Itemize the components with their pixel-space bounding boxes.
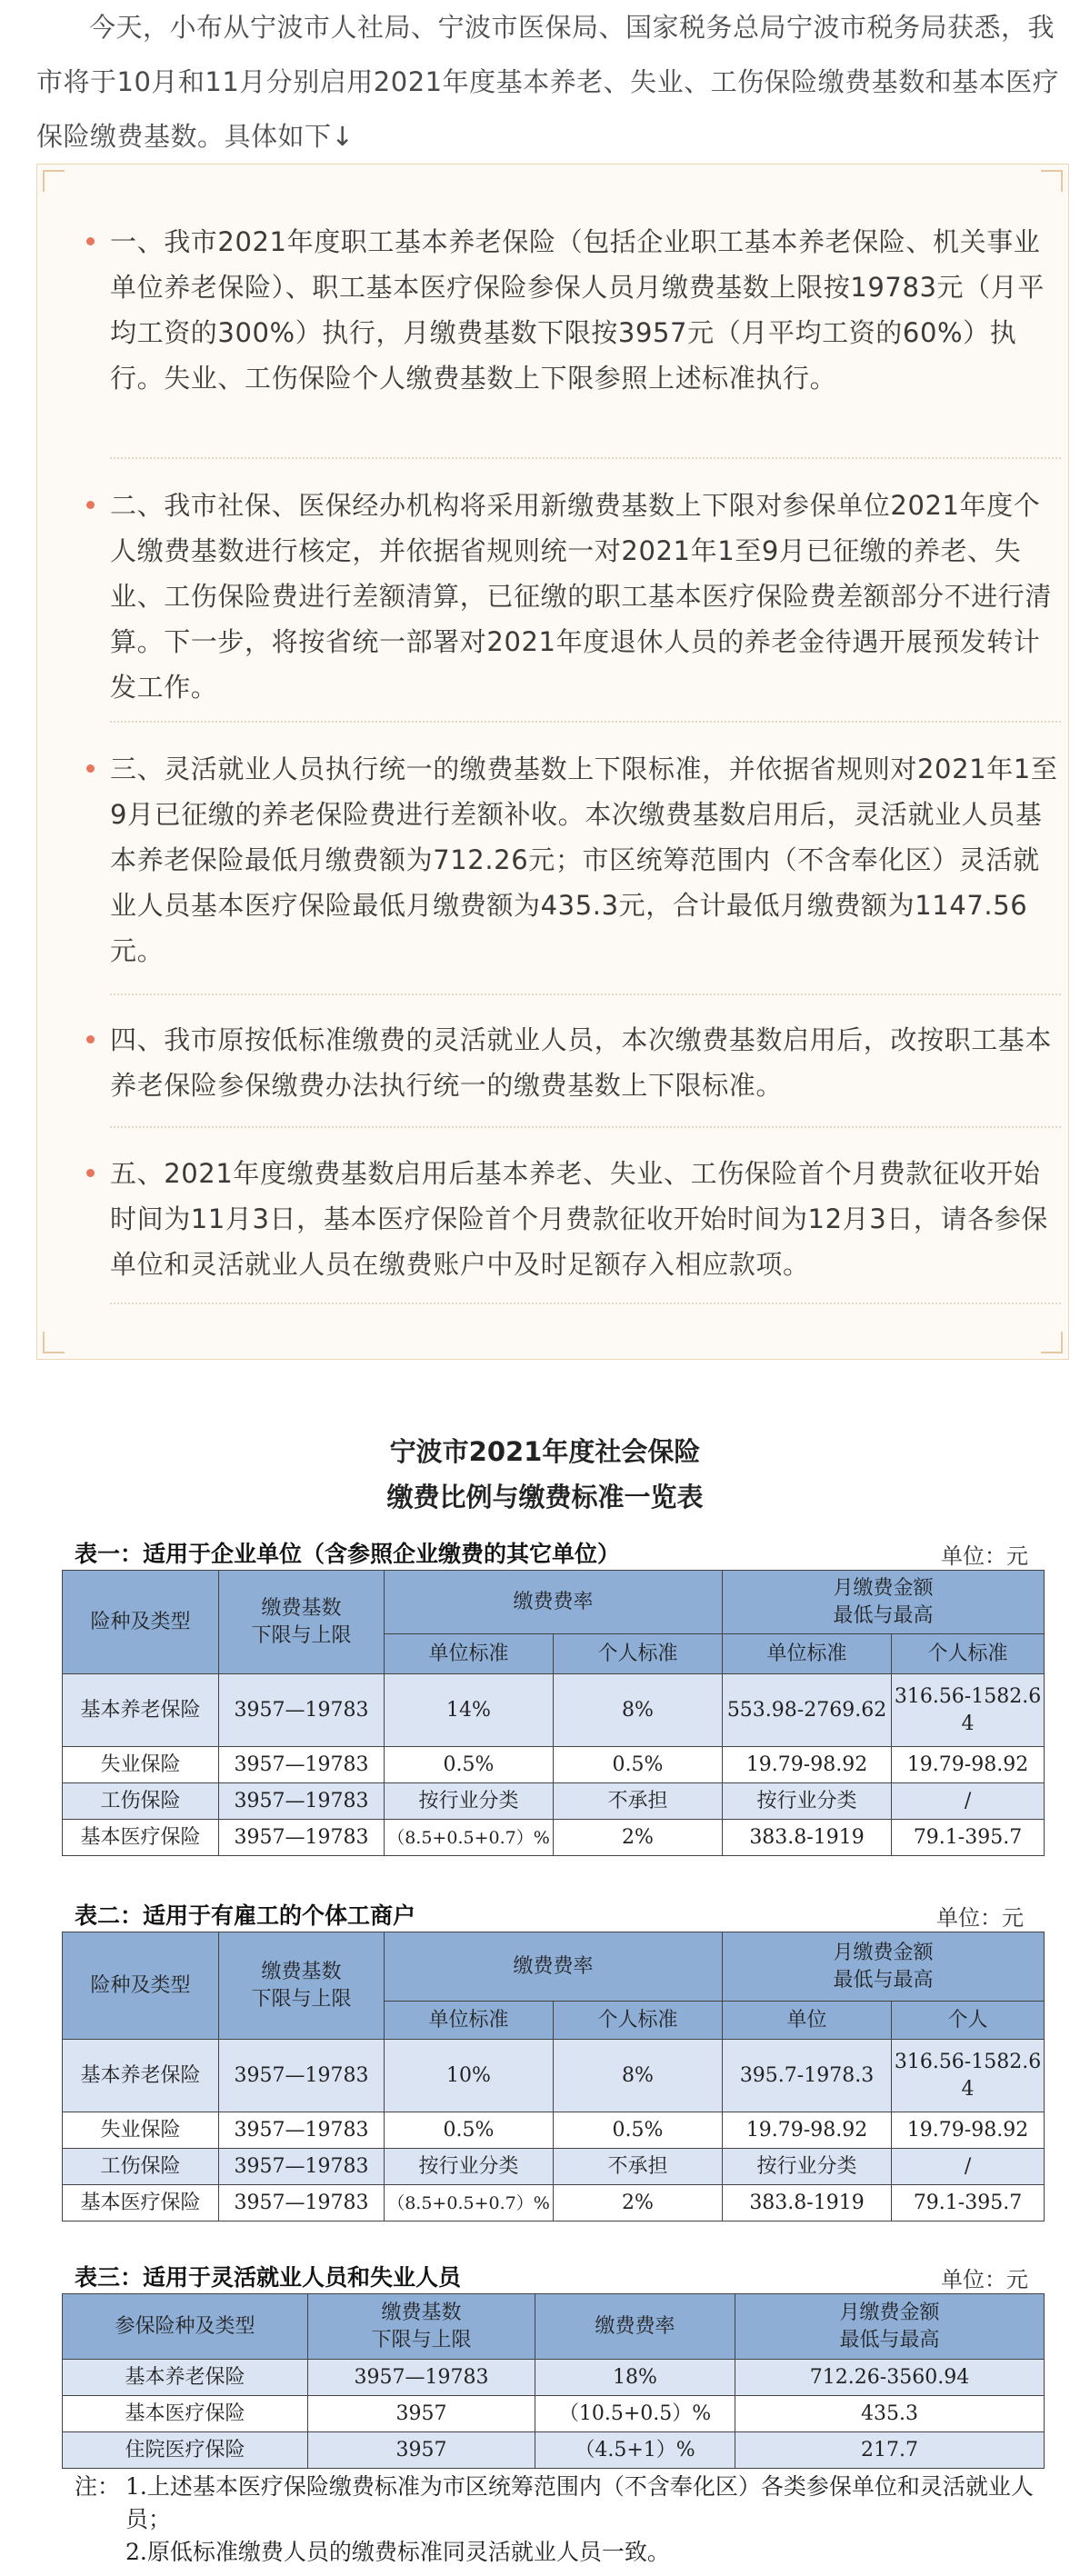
cell-unit-amount: 按行业分类 <box>723 2149 892 2185</box>
table1-header-type: 险种及类型 <box>63 1571 219 1674</box>
cell-unit-amount: 395.7-1978.3 <box>723 2040 892 2112</box>
table2-caption: 表二：适用于有雇工的个体工商户 <box>75 1902 416 1929</box>
cell-base: 3957—19783 <box>308 2360 535 2396</box>
notice-item-2: 二、我市社保、医保经办机构将采用新缴费基数上下限对参保单位2021年度个人缴费基数进行核定，并依据省规则统一对2021年1至9月已征缴的养老、失业、工伤保险费进行差额清算，已征缴的职工基本医疗保险费差额部分不进行清算。下一步，将按省统一部署对2021年度退休人员的养老金待遇开展预发转计发工作。 <box>110 490 1053 703</box>
bullet-dot-icon <box>86 1169 95 1177</box>
cell-unit-rate: （8.5+0.5+0.7）% <box>385 2185 554 2222</box>
cell-person-amount: 19.79-98.92 <box>892 1747 1045 1783</box>
cell-unit-rate: 10% <box>385 2040 554 2112</box>
table-row <box>63 2112 1045 2149</box>
cell-type: 工伤保险 <box>63 1783 219 1820</box>
cell-unit-rate: 0.5% <box>385 1747 554 1783</box>
table1-header-unit-std: 单位标准 <box>385 1634 554 1674</box>
cell-unit-amount: 383.8-1919 <box>723 2185 892 2222</box>
corner-ornament <box>1041 1332 1063 1353</box>
cell-person-rate: 2% <box>554 1820 723 1856</box>
cell-type: 基本医疗保险 <box>63 2185 219 2222</box>
cell-person-rate: 2% <box>554 2185 723 2222</box>
cell-base: 3957—19783 <box>219 2149 385 2185</box>
cell-type: 基本养老保险 <box>63 2040 219 2112</box>
cell-unit-amount: 553.98-2769.62 <box>723 1674 892 1747</box>
table1-header-base: 缴费基数 下限与上限 <box>219 1571 385 1674</box>
bullet-dot-icon <box>86 764 95 773</box>
cell-amount: 435.3 <box>735 2396 1045 2432</box>
cell-person-rate: 8% <box>554 2040 723 2112</box>
note-1: 1.上述基本医疗保险缴费标准为市区统筹范围内（不含奉化区）各类参保单位和灵活就业人员； <box>125 2473 1034 2532</box>
cell-person-rate: 不承担 <box>554 1783 723 1820</box>
cell-person-rate: 8% <box>554 1674 723 1747</box>
cell-type: 基本养老保险 <box>63 2360 308 2396</box>
table3-header-rate: 缴费费率 <box>535 2294 735 2360</box>
table1-header-amount: 月缴费金额 最低与最高 <box>723 1571 1045 1634</box>
table3-header-type: 参保险种及类型 <box>63 2294 308 2360</box>
cell-unit-amount: 19.79-98.92 <box>723 1747 892 1783</box>
table1 <box>62 1570 1045 1856</box>
dotted-divider <box>110 1303 1061 1304</box>
cell-base: 3957—19783 <box>219 1820 385 1856</box>
cell-person-rate: 0.5% <box>554 1747 723 1783</box>
table2-header-amount: 月缴费金额 最低与最高 <box>723 1932 1045 2002</box>
cell-unit-rate: （8.5+0.5+0.7）% <box>385 1820 554 1856</box>
table3-caption: 表三：适用于灵活就业人员和失业人员 <box>75 2264 462 2291</box>
table3 <box>62 2293 1045 2469</box>
notice-item-4: 四、我市原按低标准缴费的灵活就业人员，本次缴费基数启用后，改按职工基本养老保险参保缴费办法执行统一的缴费基数上下限标准。 <box>110 1024 1053 1101</box>
table-row <box>63 2149 1045 2185</box>
dotted-divider <box>110 1126 1061 1128</box>
table1-caption: 表一：适用于企业单位（含参照企业缴费的其它单位） <box>75 1541 621 1567</box>
cell-rate: （10.5+0.5）% <box>535 2396 735 2432</box>
dotted-divider <box>110 721 1061 723</box>
corner-ornament <box>43 170 65 192</box>
cell-base: 3957 <box>308 2432 535 2469</box>
cell-person-amount: 316.56-1582.64 <box>892 2040 1045 2112</box>
cell-person-amount: 316.56-1582.64 <box>892 1674 1045 1747</box>
doc-title-line1: 宁波市2021年度社会保险 <box>389 1436 701 1467</box>
table-row <box>63 2396 1045 2432</box>
cell-amount: 217.7 <box>735 2432 1045 2469</box>
table2 <box>62 1932 1045 2222</box>
corner-ornament <box>1041 170 1063 192</box>
cell-unit-rate: 按行业分类 <box>385 2149 554 2185</box>
cell-type: 工伤保险 <box>63 2149 219 2185</box>
cell-person-amount: / <box>892 2149 1045 2185</box>
cell-type: 失业保险 <box>63 2112 219 2149</box>
cell-base: 3957—19783 <box>219 2185 385 2222</box>
table2-header-base: 缴费基数 下限与上限 <box>219 1932 385 2040</box>
cell-unit-rate: 0.5% <box>385 2112 554 2149</box>
table-row <box>63 2432 1045 2469</box>
cell-base: 3957—19783 <box>219 2040 385 2112</box>
cell-person-amount: 79.1-395.7 <box>892 2185 1045 2222</box>
intro-paragraph: 今天，小布从宁波市人社局、宁波市医保局、国家税务总局宁波市税务局获悉，我市将于10月和11月分别启用2021年度基本养老、失业、工伤保险缴费基数和基本医疗保险缴费基数。具体如下↓ <box>36 12 1060 152</box>
cell-unit-amount: 19.79-98.92 <box>723 2112 892 2149</box>
cell-base: 3957—19783 <box>219 1674 385 1747</box>
table-row <box>63 2185 1045 2222</box>
note-2: 2.原低标准缴费人员的缴费标准同灵活就业人员一致。 <box>125 2539 670 2565</box>
table1-header-person-std: 个人标准 <box>554 1634 723 1674</box>
cell-amount: 712.26-3560.94 <box>735 2360 1045 2396</box>
table-row <box>63 2360 1045 2396</box>
table2-header-type: 险种及类型 <box>63 1932 219 2040</box>
cell-base: 3957—19783 <box>219 1783 385 1820</box>
table2-header-amt-person: 个人 <box>892 2002 1045 2040</box>
cell-person-rate: 0.5% <box>554 2112 723 2149</box>
cell-type: 基本医疗保险 <box>63 2396 308 2432</box>
table1-header-rate: 缴费费率 <box>385 1571 723 1634</box>
cell-unit-rate: 14% <box>385 1674 554 1747</box>
cell-base: 3957—19783 <box>219 2112 385 2149</box>
table3-header-amount: 月缴费金额 最低与最高 <box>735 2294 1045 2360</box>
table2-header-person-std: 个人标准 <box>554 2002 723 2040</box>
cell-unit-amount: 按行业分类 <box>723 1783 892 1820</box>
cell-base: 3957—19783 <box>219 1747 385 1783</box>
cell-person-amount: 19.79-98.92 <box>892 2112 1045 2149</box>
table2-unit: 单位：元 <box>936 1905 1024 1931</box>
cell-type: 基本养老保险 <box>63 1674 219 1747</box>
bullet-dot-icon <box>86 501 95 509</box>
table2-header-amt-unit: 单位 <box>723 2002 892 2040</box>
table3-header-base: 缴费基数 下限与上限 <box>308 2294 535 2360</box>
cell-unit-amount: 383.8-1919 <box>723 1820 892 1856</box>
cell-type: 住院医疗保险 <box>63 2432 308 2469</box>
table1-header-amt-person: 个人标准 <box>892 1634 1045 1674</box>
cell-rate: 18% <box>535 2360 735 2396</box>
notice-box <box>36 164 1069 1360</box>
table-row <box>63 1820 1045 1856</box>
notes-label: 注： <box>75 2473 121 2500</box>
cell-person-rate: 不承担 <box>554 2149 723 2185</box>
table1-header-amt-unit: 单位标准 <box>723 1634 892 1674</box>
cell-base: 3957 <box>308 2396 535 2432</box>
table2-header-unit-std: 单位标准 <box>385 2002 554 2040</box>
dotted-divider <box>110 993 1061 995</box>
cell-person-amount: / <box>892 1783 1045 1820</box>
cell-type: 基本医疗保险 <box>63 1820 219 1856</box>
table3-unit: 单位：元 <box>941 2267 1028 2292</box>
notice-item-1: 一、我市2021年度职工基本养老保险（包括企业职工基本养老保险、机关事业单位养老保险）、职工基本医疗保险参保人员月缴费基数上限按19783元（月平均工资的300%）执行，月缴费基数下限按3957元（月平均工资的60%）执行。失业、工伤保险个人缴费基数上下限参照上述标准执行。 <box>110 226 1045 394</box>
table-row <box>63 2040 1045 2112</box>
notice-item-5: 五、2021年度缴费基数启用后基本养老、失业、工伤保险首个月费款征收开始时间为11月3日，基本医疗保险首个月费款征收开始时间为12月3日，请各参保单位和灵活就业人员在缴费账户中及时足额存入相应款项。 <box>110 1158 1048 1280</box>
table-row <box>63 1783 1045 1820</box>
bullet-dot-icon <box>86 237 95 245</box>
notice-item-3: 三、灵活就业人员执行统一的缴费基数上下限标准，并依据省规则对2021年1至9月已征缴的养老保险费进行差额补收。本次缴费基数启用后，灵活就业人员基本养老保险最低月缴费额为712.26元；市区统筹范围内（不含奉化区）灵活就业人员基本医疗保险最低月缴费额为435.3元，合计最低月缴费额为1147.56元。 <box>110 754 1058 966</box>
cell-unit-rate: 按行业分类 <box>385 1783 554 1820</box>
cell-person-amount: 79.1-395.7 <box>892 1820 1045 1856</box>
cell-rate: （4.5+1）% <box>535 2432 735 2469</box>
table-row <box>63 1674 1045 1747</box>
table1-unit: 单位：元 <box>941 1543 1028 1569</box>
bullet-dot-icon <box>86 1035 95 1043</box>
table2-header-rate: 缴费费率 <box>385 1932 723 2002</box>
doc-title-line2: 缴费比例与缴费标准一览表 <box>386 1482 704 1513</box>
corner-ornament <box>43 1332 65 1353</box>
cell-type: 失业保险 <box>63 1747 219 1783</box>
dotted-divider <box>110 457 1061 459</box>
table-row <box>63 1747 1045 1783</box>
